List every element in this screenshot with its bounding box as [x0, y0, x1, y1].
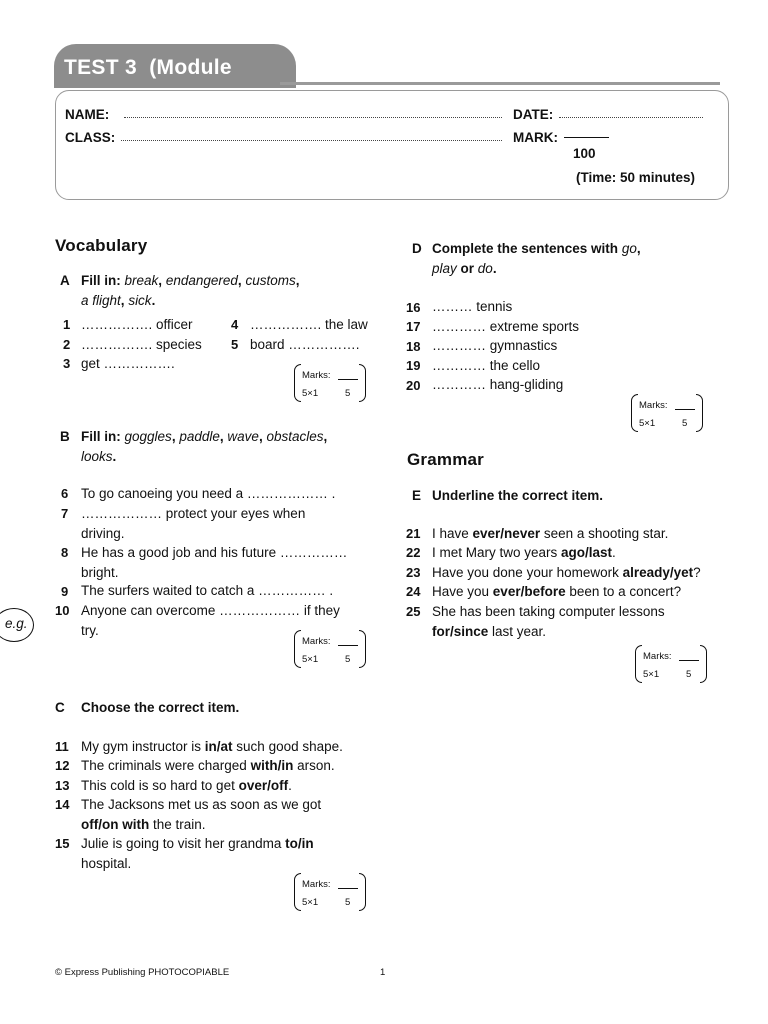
item-24-text[interactable]: Have you ever/before been to a concert? [432, 584, 682, 599]
section-a-letter: A [60, 273, 70, 288]
item-15-text[interactable]: Julie is going to visit her grandma to/in hospital. [81, 836, 314, 871]
marks-out-of: 5 [345, 388, 351, 399]
item-10-text[interactable]: Anyone can overcome ……………… if they try. [81, 603, 340, 638]
time-limit: (Time: 50 minutes) [576, 170, 696, 185]
item-9-text[interactable]: The surfers waited to catch a …………… . [81, 583, 334, 598]
marks-box [631, 394, 703, 434]
section-e-instruction: Underline the correct item. [432, 488, 604, 503]
item-number: 2 [63, 337, 71, 352]
item-number: 19 [406, 358, 421, 373]
item-22-text[interactable]: I met Mary two years ago/last. [432, 545, 616, 560]
marks-box [294, 630, 366, 670]
item-number: 8 [61, 545, 69, 560]
item-number: 12 [55, 758, 70, 773]
item-number: 24 [406, 584, 421, 599]
item-number: 3 [63, 356, 71, 371]
item-16-text[interactable]: ……… tennis [432, 299, 513, 314]
marks-score-line[interactable] [675, 409, 695, 410]
section-d-instruction: Complete the sentences with go, play or do. [432, 241, 641, 276]
item-number: 1 [63, 317, 71, 332]
item-number: 7 [61, 506, 69, 521]
item-25-text[interactable]: She has been taking computer lessons for/since last year. [432, 604, 665, 639]
item-number: 9 [61, 584, 69, 599]
marks-score-line[interactable] [338, 888, 358, 889]
marks-out-of: 5 [686, 669, 692, 680]
class-field[interactable] [121, 139, 502, 141]
item-number: 13 [55, 778, 70, 793]
marks-scale: 5×1 [302, 654, 319, 665]
item-7-text[interactable]: ……………… protect your eyes when driving. [81, 506, 306, 541]
marks-box [294, 873, 366, 913]
header-rule [280, 82, 720, 85]
item-number: 18 [406, 339, 421, 354]
item-number: 14 [55, 797, 70, 812]
marks-box [635, 645, 707, 685]
item-number: 4 [231, 317, 239, 332]
marks-out-of: 5 [682, 418, 688, 429]
page-number: 1 [380, 967, 386, 978]
marks-scale: 5×1 [302, 388, 319, 399]
item-20-text[interactable]: ………… hang-gliding [432, 377, 564, 392]
item-21-text[interactable]: I have ever/never seen a shooting star. [432, 526, 669, 541]
name-field[interactable] [124, 116, 502, 118]
item-23-text[interactable]: Have you done your homework already/yet? [432, 565, 701, 580]
item-number: 17 [406, 319, 421, 334]
marks-score-line[interactable] [338, 379, 358, 380]
section-b-letter: B [60, 429, 70, 444]
name-label: NAME: [65, 107, 110, 122]
example-badge [0, 608, 34, 642]
mark-total: 100 [573, 146, 596, 161]
marks-label: Marks: [302, 636, 331, 647]
vocabulary-heading: Vocabulary [55, 236, 148, 255]
grammar-heading: Grammar [407, 450, 484, 469]
item-19-text[interactable]: ………… the cello [432, 358, 541, 373]
item-17-text[interactable]: ………… extreme sports [432, 319, 580, 334]
item-3-text[interactable]: get ……………. [81, 356, 175, 371]
section-c-letter: C [55, 700, 65, 715]
marks-scale: 5×1 [639, 418, 656, 429]
item-12-text[interactable]: The criminals were charged with/in arson. [81, 758, 335, 773]
item-8-text[interactable]: He has a good job and his future …………… bright. [81, 545, 348, 580]
example-label: e.g. [5, 616, 28, 631]
item-number: 5 [231, 337, 239, 352]
item-13-text[interactable]: This cold is so hard to get over/off. [81, 778, 292, 793]
mark-label: MARK: [513, 130, 558, 145]
item-1-text[interactable]: ……………. officer [81, 317, 193, 332]
item-number: 10 [55, 603, 70, 618]
item-6-text[interactable]: To go canoeing you need a ……………… . [81, 486, 336, 501]
copyright-footer: © Express Publishing PHOTOCOPIABLE [55, 967, 230, 978]
marks-label: Marks: [639, 400, 668, 411]
section-c-instruction: Choose the correct item. [81, 700, 240, 715]
item-number: 6 [61, 486, 69, 501]
marks-score-line[interactable] [338, 645, 358, 646]
section-b-instruction: Fill in: goggles, paddle, wave, obstacles, looks. [81, 429, 328, 464]
item-number: 22 [406, 545, 421, 560]
marks-box [294, 364, 366, 404]
mark-field[interactable] [564, 137, 609, 138]
class-label: CLASS: [65, 130, 116, 145]
item-4-text[interactable]: ……………. the law [250, 317, 368, 332]
marks-out-of: 5 [345, 897, 351, 908]
item-number: 25 [406, 604, 421, 619]
marks-out-of: 5 [345, 654, 351, 665]
section-a-instruction: Fill in: break, endangered, customs, a flight, sick. [81, 273, 300, 308]
item-number: 21 [406, 526, 421, 541]
item-number: 15 [55, 836, 70, 851]
marks-label: Marks: [643, 651, 672, 662]
marks-score-line[interactable] [679, 660, 699, 661]
item-number: 16 [406, 300, 421, 315]
marks-label: Marks: [302, 879, 331, 890]
date-field[interactable] [559, 116, 703, 118]
marks-scale: 5×1 [643, 669, 660, 680]
item-2-text[interactable]: ……………. species [81, 337, 202, 352]
item-number: 20 [406, 378, 421, 393]
section-d-letter: D [412, 241, 422, 256]
item-18-text[interactable]: ………… gymnastics [432, 338, 558, 353]
section-e-letter: E [412, 488, 422, 503]
item-5-text[interactable]: board ……………. [250, 337, 360, 352]
marks-scale: 5×1 [302, 897, 319, 908]
marks-label: Marks: [302, 370, 331, 381]
test-title: TEST 3 (Module [64, 56, 232, 79]
item-number: 23 [406, 565, 421, 580]
item-14-text[interactable]: The Jacksons met us as soon as we got off/on with the train. [81, 797, 322, 832]
item-number: 11 [55, 739, 69, 754]
item-11-text[interactable]: My gym instructor is in/at such good shape. [81, 739, 343, 754]
date-label: DATE: [513, 107, 554, 122]
